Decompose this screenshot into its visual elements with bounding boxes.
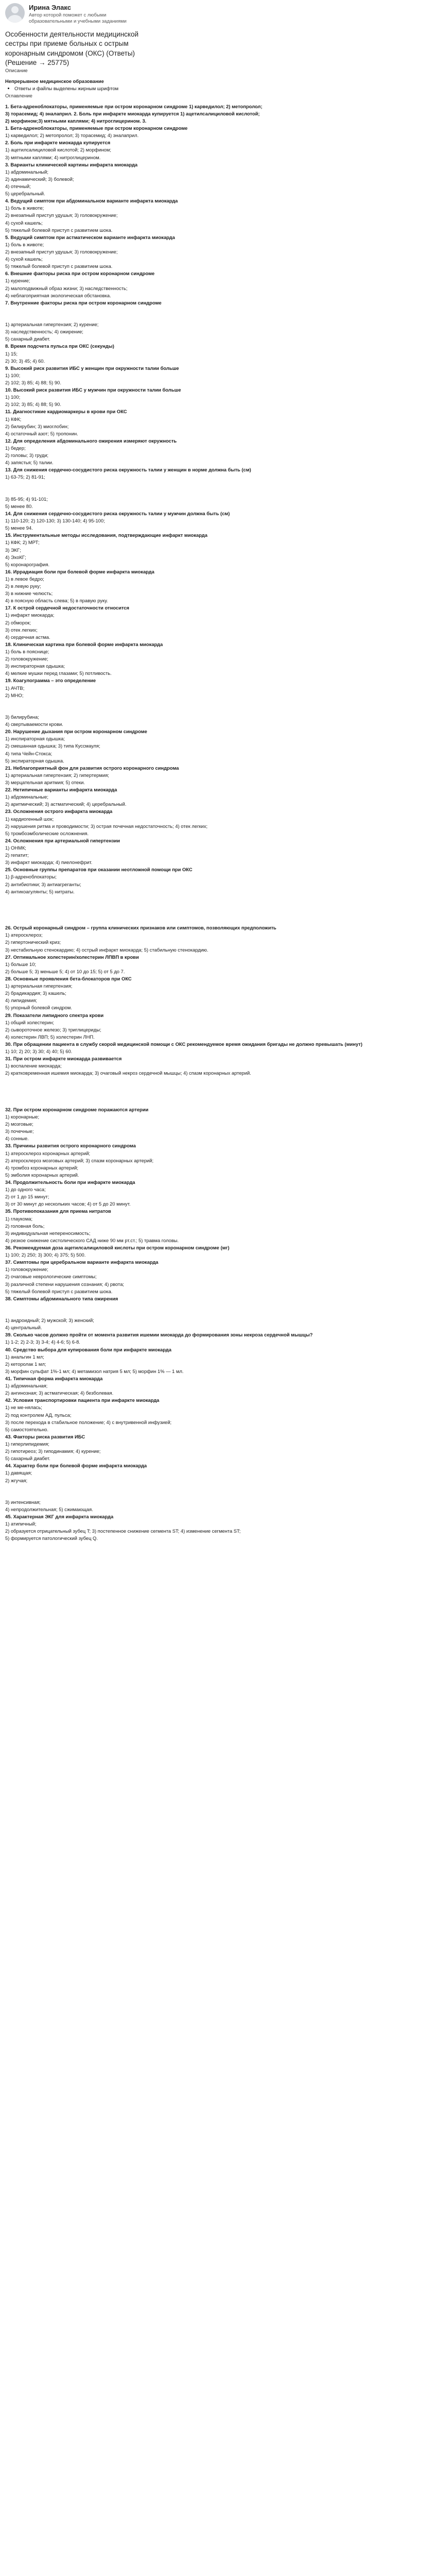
answer-line: 3) инспираторная одышка; (5, 663, 65, 669)
answer-line: 1) атипичный; (5, 1521, 37, 1527)
answer-line: 2) нарушения ритма и проводимости; 3) острая почечная недостаточность; 4) отек легких; (5, 823, 208, 829)
description-label: Описание (5, 68, 28, 74)
question-block (5, 1462, 431, 1469)
question-text: 16. Иррадиация боли при болевой форме инфаркта миокарда (5, 568, 154, 574)
answer-line: 2) антибиотики; 3) антиагреганты; (5, 881, 81, 887)
question-block (5, 786, 431, 793)
answer-line: 4) мелкие мушки перед глазами; 5) потливость. (5, 670, 112, 676)
question-block (5, 641, 431, 648)
question-text: 41. Типичная форма инфаркта миокарда (5, 1375, 103, 1381)
question-block (5, 408, 431, 415)
answer-line: 1) боль в пояснице; (5, 649, 49, 655)
answer-line: 2) аритмический; 3) астматический; 4) церебральный. (5, 801, 127, 807)
answer-line: 5) менее 80. (5, 503, 33, 509)
question-block (5, 1375, 431, 1382)
answer-line: 2) в левую руку; (5, 583, 41, 589)
answer-line: 5) тяжелый болевой приступ с развитием шока. (5, 263, 113, 269)
answer-line (5, 699, 431, 706)
question-block (5, 270, 431, 277)
answer-line: 1) курение; (5, 278, 30, 284)
answer-line: 1) коронарные; (5, 1114, 40, 1120)
answer-line: 2) гепатит; (5, 852, 29, 858)
question-block (5, 568, 431, 575)
answer-line: 1) 110-120; 2) 120-130; 3) 130-140; 4) 95-100; (5, 518, 105, 524)
author-header (5, 3, 431, 25)
question-text: 29. Показатели липидного спектра крови (5, 1012, 104, 1018)
answer-line: 1) 1-2; 2) 2-3; 3) 3-4; 4) 4-6; 5) 6-8. (5, 1339, 80, 1345)
question-text: 5. Ведущий симптом при астматическом варианте инфаркта миокарда (5, 234, 175, 240)
answer-line: 2) кратковременная ишемия миокарда; 3) очаговый некроз сердечной мышцы; 4) спазм коронарных артерий. (5, 1070, 251, 1076)
answer-line: 1) общий холестерин; (5, 1019, 54, 1025)
answer-line: 1) в левое бедро; (5, 575, 44, 582)
question-block (5, 1142, 431, 1149)
question-text: 44. Характер боли при болевой форме инфаркта миокарда (5, 1463, 147, 1469)
answer-line (5, 488, 431, 496)
question-text: 42. Условия транспортировки пациента при инфаркте миокарда (5, 1397, 160, 1403)
answer-line: 1) не ме-нялась; (5, 1404, 42, 1411)
answer-line: 2) головная боль; (5, 1223, 45, 1229)
question-block (5, 765, 431, 772)
question-text: 33. Причины развития острого коронарного синдрома (5, 1143, 136, 1149)
answer-line: 5) самостоятельно. (5, 1426, 49, 1432)
question-block (5, 1041, 431, 1048)
answer-line (5, 910, 431, 917)
answer-line: 1) 100; (5, 372, 21, 378)
question-block (5, 343, 431, 350)
question-block (5, 866, 431, 873)
question-block (5, 1331, 431, 1338)
question-text: 4. Ведущий симптом при абдоминальном варианте инфаркта миокарда (5, 198, 178, 204)
answer-line: 1) боль в животе; (5, 205, 44, 211)
answer-line (5, 307, 431, 314)
question-text: 36. Рекомендуемая доза ацетилсалициловой кислоты при остром коронарном синдроме (мг) (5, 1245, 230, 1250)
question-block (5, 365, 431, 372)
answer-line: 4) типа Чейн-Стокса; (5, 750, 53, 756)
answer-line: 2) под контролем АД, пульса; (5, 1412, 72, 1418)
answer-line: 4) холестерин ЛВП; 5) холестерин ЛНП. (5, 1033, 95, 1040)
answer-line: 1) абдоминальный; (5, 168, 48, 175)
answer-line: 1) гиперлипидемия; (5, 1440, 49, 1447)
answer-line: 3) в нижние челюсть; (5, 590, 53, 597)
answer-line: 4) сухой кашель; (5, 219, 43, 226)
question-block (5, 1433, 431, 1440)
answer-line: 5) сахарный диабет. (5, 1455, 50, 1462)
answer-line: 3) мятными каплями; 4) нитроглицерином. (5, 154, 101, 160)
question-block (5, 234, 431, 241)
question-text: 32. При остром коронарном синдроме поражаются артерии (5, 1106, 149, 1112)
answer-line: 2) внезапный приступ удушья; 3) головокружение; (5, 249, 118, 255)
answer-line: 3) отек легких; (5, 626, 38, 633)
answer-line: 2) кеторолак 1 мл; (5, 1361, 46, 1367)
answer-line: 1) артериальная гипертензия; 2) гипертермия; (5, 772, 109, 778)
answer-line: 2) гипертонический криз; (5, 939, 61, 945)
answer-line: 2) МНО; (5, 692, 24, 698)
answer-line: 2) адинамический; 3) болевой; (5, 176, 74, 182)
answer-line: 3) интенсивная; (5, 1499, 41, 1505)
answer-line (5, 706, 431, 714)
answer-line: 2) смешанная одышка; 3) типа Куссмауля; (5, 743, 100, 749)
answer-line: 1) бедер; (5, 445, 26, 451)
question-text: 31. При остром инфаркте миокарда развивается (5, 1056, 122, 1062)
answer-line: 2) 102; 3) 85; 4) 88; 5) 90. (5, 379, 61, 385)
answer-line: 3) инфаркт миокарда; 4) пиелонефрит. (5, 859, 93, 866)
answer-line: 1) головокружение; (5, 1266, 48, 1273)
answer-line: 5) тромбоэмболические осложнения. (5, 830, 89, 836)
answer-line: 4) резкое снижение систолического САД ниже 90 мм рт.ст.; 5) травма головы. (5, 1237, 179, 1243)
intro-text: 1. Бета-адреноблокаторы, применяемые при остром коронарном синдроме 1) карведилол; 2) метопролол; 3) торасемид; 4) эналаприл. 2. Боль при инфаркте миокарда купируется 1) ацетилсалициловой кислотой; 2) морфином;3) мятными каплями; 4) нитроглицерином. 3. (5, 103, 263, 124)
question-text: 17. К острой сердечной недостаточности относится (5, 605, 130, 611)
question-text: 30. При обращении пациента в службу скорой медицинской помощи с ОКС рекомендуемое время ожидания бригады не должно превышать (минут) (5, 1041, 362, 1047)
question-block (5, 1179, 431, 1186)
answer-line: 1) атеросклероз; (5, 932, 43, 938)
answer-line (5, 1084, 431, 1092)
question-block (5, 924, 431, 931)
answer-line: 4) антикоагулянты; 5) нитраты. (5, 888, 75, 894)
question-text: 20. Нарушение дыхания при остром коронарном синдроме (5, 728, 147, 735)
answer-line: 5) тяжелый болевой приступ с развитием шока. (5, 227, 113, 233)
question-text: 24. Осложнения при артериальной гипертензии (5, 837, 120, 843)
answer-line: 1) карведилол; 2) метопролол; 3) торасемид; 4) эналаприл. (5, 132, 139, 139)
avatar[interactable] (5, 3, 25, 23)
answer-line (5, 903, 431, 910)
answer-line: 5) экспираторная одышка. (5, 757, 64, 764)
answer-line: 5) коронарография. (5, 561, 50, 567)
answer-line: 2) атеросклероз мозговых артерий; 3) спазм коронарных артерий; (5, 1157, 154, 1163)
section-heading: Непрерывное медицинское образование (5, 78, 104, 84)
answer-line: 1) абдоминальные; (5, 794, 48, 800)
answer-line: 3) нестабильную стенокардию; 4) острый инфаркт миокарда; 5) стабильную стенокардию. (5, 946, 208, 953)
question-block (5, 1259, 431, 1266)
answer-line: 2) 30; 3) 45; 4) 60. (5, 358, 45, 364)
answer-line: 4) свертываемости крови. (5, 721, 63, 727)
answer-line: 3) от 30 минут до нескольких часов; 4) от 5 до 20 минут. (5, 1201, 131, 1207)
answer-line: 1) 10; 2) 20; 3) 30; 4) 40; 5) 60. (5, 1048, 73, 1055)
answer-line: 3) почечные; (5, 1128, 34, 1134)
answer-line (5, 1484, 431, 1492)
answer-line: 1) андроидный; 2) мужской; 3) женский; (5, 1317, 94, 1324)
question-block (5, 197, 431, 205)
question-block (5, 1106, 431, 1113)
answer-line: 2) малоподвижный образ жизни; 3) наследственность; (5, 285, 128, 291)
question-block (5, 139, 431, 146)
answer-line: 1) до одного часа; (5, 1187, 46, 1193)
answer-line: 4) отечный; (5, 183, 31, 190)
answer-line: 1) инспираторная одышка; (5, 736, 65, 742)
answer-line: 2) 102; 3) 85; 4) 88; 5) 90. (5, 401, 61, 408)
answer-line: 4) сухой кашель; (5, 256, 43, 262)
answer-line (5, 1099, 431, 1106)
answer-line (5, 1310, 431, 1317)
answer-line: 1) β-адреноблокаторы; (5, 874, 57, 880)
question-block (5, 1346, 431, 1353)
question-text: 26. Острый коронарный синдром – группа клинических признаков или симптомов, позволяющих предположить (5, 925, 276, 931)
question-text: 43. Факторы риска развития ИБС (5, 1433, 85, 1439)
question-block (5, 975, 431, 982)
answer-line: 1) воспаление миокарда; (5, 1063, 62, 1069)
answer-line: 3) морфин сульфат 1%-1 мл; 4) метамизол натрия 5 мл; 5) морфин 1% — 1 мл. (5, 1368, 184, 1374)
answer-line: 2) головы; 3) груди; (5, 452, 49, 459)
answer-line (5, 481, 431, 488)
question-block (5, 837, 431, 844)
answer-line: 1) 100; (5, 394, 21, 400)
question-block (5, 604, 431, 612)
answer-line: 2) жгучая; (5, 1477, 28, 1483)
answer-line (5, 1492, 431, 1499)
answer-line (5, 895, 431, 903)
question-block (5, 1055, 431, 1062)
question-text: 37. Симптомы при церебральном варианте инфаркта миокарда (5, 1259, 159, 1265)
answer-line: 2) очаговые неврологические симптомы; (5, 1274, 97, 1280)
answer-line: 1) 63-75; 2) 81-91; (5, 474, 45, 480)
answer-line: 4) непродолжительная; 5) сжимающая. (5, 1506, 93, 1512)
question-block (5, 161, 431, 168)
question-text: 34. Продолжительность боли при инфаркте миокарда (5, 1179, 135, 1185)
answer-line: 4) центральный. (5, 1325, 42, 1331)
answer-line: 1) атеросклероз коронарных артерий; (5, 1150, 91, 1156)
answer-line: 4) запястья; 5) талии. (5, 460, 54, 466)
question-text: 13. Для снижения сердечно-сосудистого риска окружность талии у женщин в норме должна быть (см) (5, 467, 251, 473)
question-text: 27. Оптимальное холестерин/холестерин ЛПВП в крови (5, 954, 139, 960)
question-block (5, 299, 431, 307)
question-text: 38. Симптомы абдоминального типа ожирения (5, 1295, 118, 1301)
question-block (5, 510, 431, 517)
answer-line: 3) 85-95; 4) 91-101; (5, 496, 48, 502)
answer-line: 5) упорный болевой синдром. (5, 1005, 72, 1011)
question-text: 12. Для определения абдоминального ожирения измеряют окружность (5, 437, 177, 444)
question-block (5, 466, 431, 473)
question-text: 35. Противопоказания для приема нитратов (5, 1208, 111, 1214)
answer-line: 1) артериальная гипертензия; 2) курение; (5, 321, 99, 328)
answer-line: 3) ЭКГ; (5, 547, 21, 553)
answer-line: 2) образуется отрицательный зубец T; 3) постепенное снижение сегмента ST; 4) изменение сегмента ST; (5, 1528, 241, 1534)
question-block (5, 1244, 431, 1251)
question-text: 40. Средство выбора для купирования боли при инфаркте миокарда (5, 1346, 171, 1352)
question-text: 14. Для снижения сердечно-сосудистого риска окружность талии у мужчин должна быть (см) (5, 510, 230, 516)
question-text: 15. Инструментальные методы исследования, подтверждающие инфаркт миокарда (5, 532, 207, 538)
question-block (5, 1208, 431, 1215)
question-text: 1. Бета-адреноблокаторы, применяемые при остром коронарном синдроме (5, 125, 188, 131)
question-text: 39. Сколько часов должно пройти от момента развития ишемии миокарда до формирования зоны некроза сердечной мышцы? (5, 1332, 313, 1338)
question-block (5, 532, 431, 539)
question-text: 10. Высокий риск развития ИБС у мужчин при окружности талии больше (5, 387, 181, 393)
answer-line: 1) КФК; (5, 416, 22, 422)
answer-line: 1) 15; (5, 350, 18, 357)
question-block (5, 437, 431, 445)
answer-line: 1) давящая; (5, 1470, 32, 1476)
answer-line: 1) абдоминальная; (5, 1383, 48, 1389)
question-text: 9. Высокий риск развития ИБС у женщин при окружности талии больше (5, 365, 179, 371)
question-text: 7. Внутренние факторы риска при остром коронарном синдроме (5, 299, 162, 306)
note-list (5, 85, 431, 92)
answer-line: 5) формируется патологический зубец Q. (5, 1535, 98, 1541)
answer-line: 1) 100; 2) 250; 3) 300; 4) 375; 5) 500. (5, 1252, 86, 1258)
question-block (5, 1397, 431, 1404)
question-block (5, 1012, 431, 1019)
answer-line: 4) тромбоз коронарных артерий; (5, 1164, 78, 1171)
answer-line: 4) в поясную область слева; 5) в правую руку. (5, 598, 108, 604)
question-text: 18. Клиническая картина при болевой форме инфаркта миокарда (5, 641, 163, 647)
question-text: 3. Варианты клинической картины инфаркта миокарда (5, 161, 138, 167)
answer-line: 2) обморок; (5, 619, 31, 625)
answer-line: 4) ЭхоКГ; (5, 554, 26, 560)
author-bio: Автор которой поможет с любыми образовательными и учебными заданиями (29, 12, 127, 24)
question-text: 8. Время подсчета пульса при ОКС (секунды) (5, 343, 114, 349)
answer-line: 3) билирубина; (5, 714, 39, 720)
answer-line: 1) кардиогенный шок; (5, 816, 54, 822)
question-text: 11. Диагностикие кардиомаркеры в крови при ОКС (5, 409, 127, 415)
toc-label: Оглавление (5, 93, 32, 99)
answer-line: 5) эмболия коронарных артерий. (5, 1172, 79, 1178)
question-block (5, 808, 431, 815)
question-block (5, 125, 431, 132)
question-text: 21. Неблагоприятный фон для развития острого коронарного синдрома (5, 765, 179, 771)
author-info (29, 3, 142, 25)
answer-line: 1) глаукома; (5, 1215, 33, 1222)
answer-line: 5) церебральный. (5, 191, 45, 197)
answer-line (5, 1092, 431, 1099)
answer-line: 3) различной степени нарушения сознания; 4) рвота; (5, 1281, 125, 1287)
answer-line: 5) тяжелый болевой приступ с развитием шока. (5, 1288, 113, 1294)
question-block (5, 728, 431, 735)
answer-line: 2) от 1 до 15 минут; (5, 1194, 49, 1200)
answer-line: 2) мозговые; (5, 1121, 33, 1127)
answer-line: 4) липидемия; (5, 997, 38, 1004)
answer-line: 2) ангинозная; 3) астматическая; 4) безболевая. (5, 1390, 114, 1396)
answer-line (5, 1077, 431, 1084)
answer-line: 2) внезапный приступ удушья; 3) головокружение; (5, 212, 118, 218)
answer-line: 1) анальгин 1 мл; (5, 1353, 44, 1360)
answer-line: 4) сонные. (5, 1136, 29, 1142)
answer-line: 1) инфаркт миокарда; (5, 612, 55, 618)
question-text: 2. Боль при инфаркте миокарда купируется (5, 140, 111, 146)
answer-line: 2) больше 5; 3) меньше 5; 4) от 10 до 15; 5) от 5 до 7. (5, 968, 125, 974)
author-name[interactable]: Ирина Элакс (29, 4, 71, 11)
question-block (5, 1513, 431, 1520)
answer-line: 2) билирубин; 3) миоглобин; (5, 423, 69, 429)
question-text: 25. Основные группы препаратов при оказании неотложной помощи при ОКС (5, 867, 193, 873)
answer-line: 1) больше 10; (5, 961, 37, 967)
answer-line: 1) АЧТВ; (5, 685, 25, 691)
answer-line: 5) менее 94. (5, 525, 33, 531)
question-text: 45. Характерная ЭКГ для инфаркта миокарда (5, 1514, 114, 1520)
question-text: 22. Нетипичные варианты инфаркта миокарда (5, 787, 117, 793)
question-list (5, 125, 431, 1542)
question-text: 6. Внешние факторы риска при остром коронарном синдроме (5, 270, 155, 277)
question-block (5, 386, 431, 394)
answer-line: 3) мерцательная аритмия; 5) отеки. (5, 779, 85, 785)
answer-line: 1) ацетилсалициловой кислотой; 2) морфином; (5, 147, 111, 153)
answer-line: 4) остаточный азот; 5) тропонин. (5, 430, 78, 436)
page-title: Особенности деятельности медицинской сестры при приеме больных с острым коронарным синдромом (ОКС) (Ответы) (Решение → 25775) (5, 30, 139, 66)
answer-line (5, 1302, 431, 1310)
answer-line: 3) после перехода в стабильное положение; 4) с внутривенной инфузией; (5, 1419, 172, 1425)
answer-line (5, 314, 431, 321)
answer-line: 4) неблагоприятная экологическая обстановка. (5, 292, 111, 298)
answer-line: 2) сывороточное железо; 3) триглицериды; (5, 1026, 101, 1032)
question-text: 19. Коагулограмма – это определение (5, 677, 96, 684)
answer-line (5, 917, 431, 924)
question-text: 28. Основные проявления бета-блокаторов при ОКС (5, 975, 132, 981)
answer-line: 3) индивидуальная непереносимость; (5, 1230, 91, 1236)
answer-line: 2) гипотиреоз; 3) гиподинамия; 4) курение; (5, 1448, 101, 1454)
answer-line: 1) КФК; 2) МРТ; (5, 539, 40, 546)
answer-line: 1) артериальная гипертензия; (5, 983, 73, 989)
question-block (5, 1295, 431, 1302)
answer-line: 2) брадикардия; 3) кашель; (5, 990, 66, 996)
answer-line: 2) головокружение; (5, 656, 48, 662)
answer-line: 1) боль в животе; (5, 241, 44, 247)
answer-line: 4) сердечная астма. (5, 634, 50, 640)
question-text: 23. Осложнения острого инфаркта миокарда (5, 808, 113, 815)
question-block (5, 677, 431, 684)
answer-line: 1) ОНМК; (5, 844, 26, 851)
question-block (5, 954, 431, 961)
answer-line: 3) наследственность; 4) ожирение; (5, 329, 83, 335)
answer-line: 5) сахарный диабет. (5, 336, 50, 342)
note-item: • Ответы и файлы выделены жирным шрифтом (14, 85, 431, 92)
